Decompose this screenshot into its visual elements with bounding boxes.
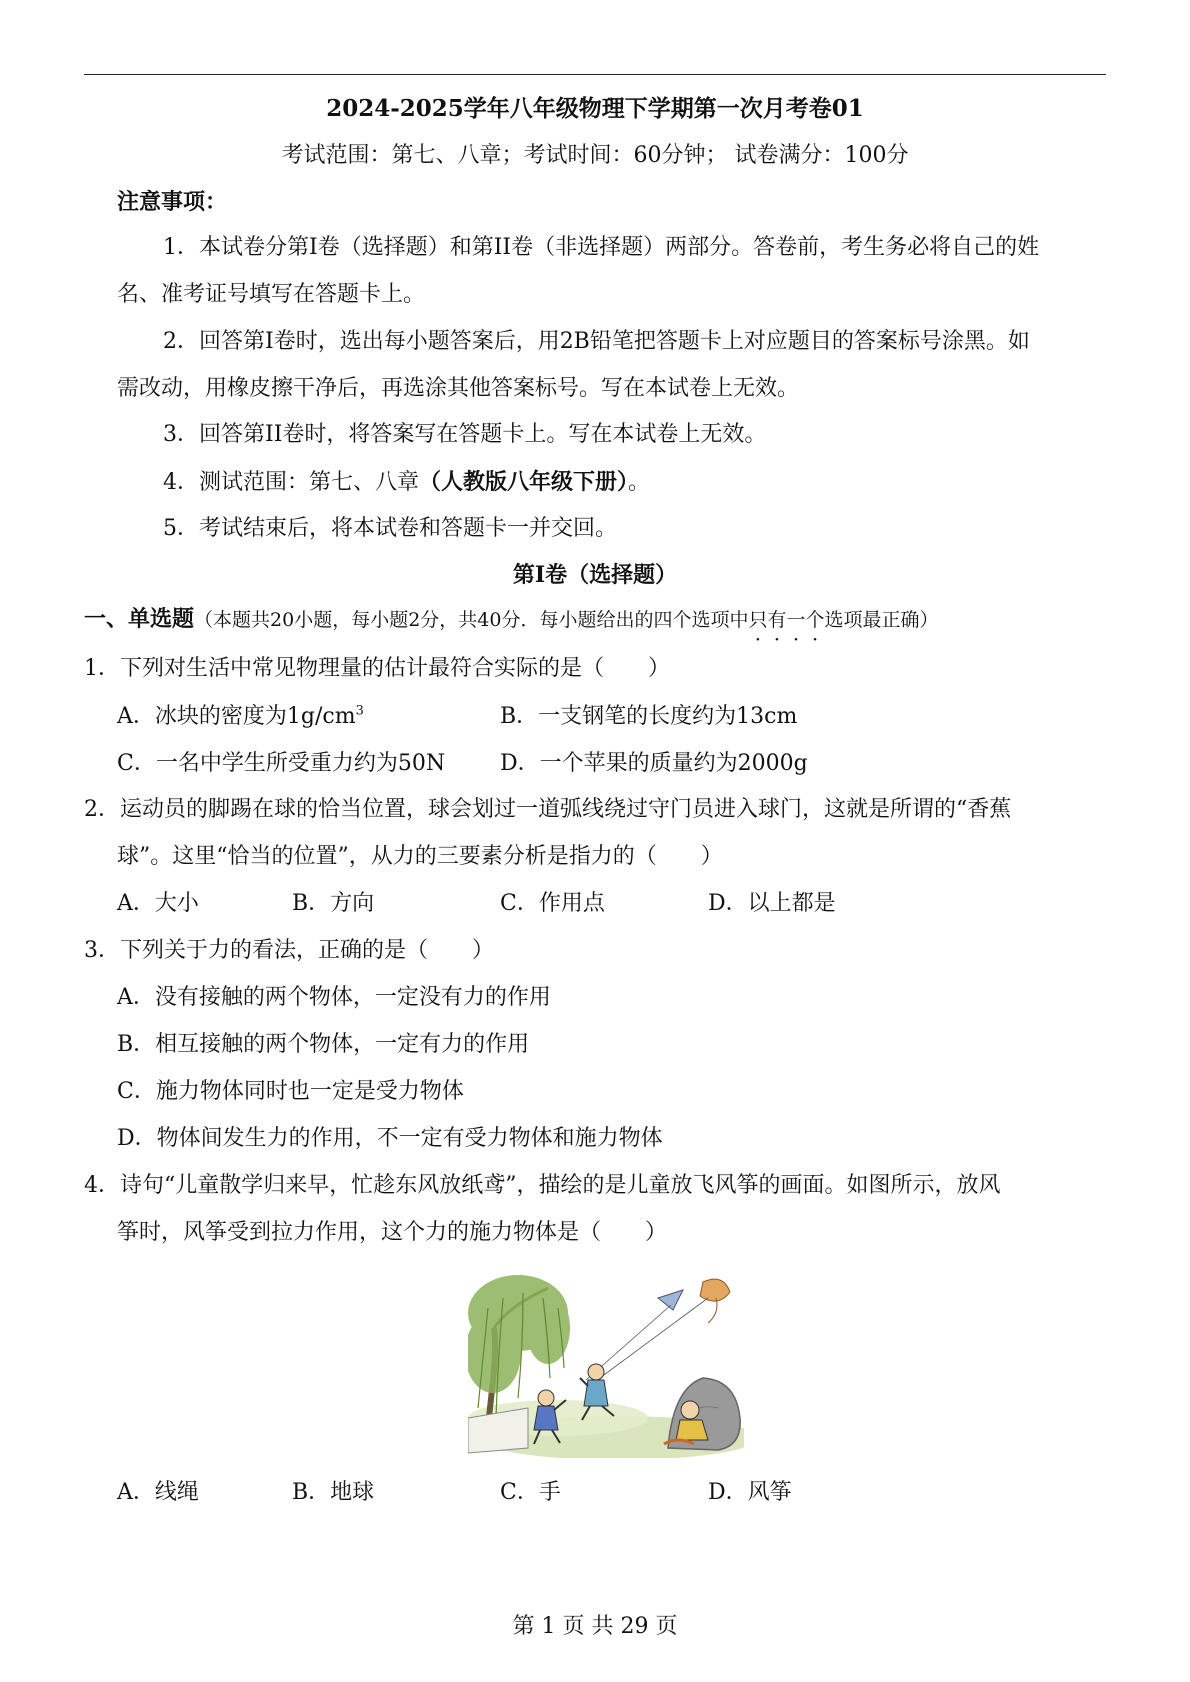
note-2-line-1: 2．回答第I卷时，选出每小题答案后，用2B铅笔把答题卡上对应题目的答案标号涂黑。如 (163, 329, 1030, 354)
part-desc: （本题共20小题，每小题2分，共40分．每小题给出的四个选项中 (194, 609, 749, 631)
question-1-option-c: C．一名中学生所受重力约为50N (117, 751, 446, 776)
exam-title: 2024-2025学年八年级物理下学期第一次月考卷01 (326, 95, 864, 122)
note-4-text: 4．测试范围：第七、八章 (163, 470, 419, 495)
kite-flying-illustration (468, 1268, 744, 1458)
question-3-stem: 3．下列关于力的看法，正确的是（ ） (84, 938, 494, 963)
question-4-option-d: D．风筝 (708, 1480, 792, 1505)
part-heading (84, 604, 939, 635)
question-4-option-b: B．地球 (292, 1480, 375, 1505)
notes-heading: 注意事项： (117, 189, 228, 215)
question-2-option-b: B．方向 (292, 891, 375, 916)
question-2-option-c: C．作用点 (500, 891, 605, 916)
note-1-line-2: 名、准考证号填写在答题卡上。 (117, 282, 426, 307)
question-1-option-a-superscript: 3 (355, 703, 364, 719)
note-4 (163, 467, 650, 498)
question-3-option-d: D．物体间发生力的作用，不一定有受力物体和施力物体 (117, 1126, 663, 1151)
section-title: 第I卷（选择题） (512, 562, 678, 588)
question-2-option-d: D．以上都是 (708, 891, 836, 916)
question-1-option-b: B．一支钢笔的长度约为13cm (500, 704, 798, 729)
part-label: 一、单选题 (84, 606, 195, 632)
note-1-line-1: 1．本试卷分第I卷（选择题）和第II卷（非选择题）两部分。答卷前，考生务必将自己的姓 (163, 235, 1040, 260)
question-1-option-a-text: A．冰块的密度为1g/cm (117, 704, 356, 729)
question-4-option-a: A．线绳 (117, 1480, 199, 1505)
question-1-option-a (117, 702, 364, 732)
emphasis-char-1: 只 (748, 609, 768, 631)
part-desc-end: 选项最正确） (824, 609, 939, 631)
question-3-option-a: A．没有接触的两个物体，一定没有力的作用 (117, 985, 551, 1010)
question-3-option-b: B．相互接触的两个物体，一定有力的作用 (117, 1032, 530, 1057)
emphasis-char-4: 个 (805, 609, 825, 631)
emphasis-char-3: 一 (786, 609, 806, 631)
question-1-option-d: D．一个苹果的质量约为2000g (500, 751, 808, 776)
note-4-end: 。 (628, 470, 651, 495)
note-4-bold: （人教版八年级下册） (419, 469, 629, 495)
exam-info: 考试范围：第七、八章；考试时间：60分钟； 试卷满分：100分 (281, 143, 909, 168)
note-2-line-2: 需改动，用橡皮擦干净后，再选涂其他答案标号。写在本试卷上无效。 (117, 376, 800, 401)
question-2-stem-line-1: 2．运动员的脚踢在球的恰当位置，球会划过一道弧线绕过守门员进入球门，这就是所谓的“香蕉 (84, 797, 1012, 822)
question-2-stem-line-2: 球”。这里“恰当的位置”，从力的三要素分析是指力的（ ） (117, 844, 723, 869)
question-1-stem: 1．下列对生活中常见物理量的估计最符合实际的是（ ） (84, 656, 670, 681)
question-4-stem-line-1: 4．诗句“儿童散学归来早，忙趁东风放纸鸢”，描绘的是儿童放飞风筝的画面。如图所示，放风 (84, 1173, 1001, 1198)
note-5: 5．考试结束后，将本试卷和答题卡一并交回。 (163, 516, 617, 541)
page-number: 第 1 页 共 29 页 (512, 1614, 678, 1639)
question-3-option-c: C．施力物体同时也一定是受力物体 (117, 1079, 464, 1104)
question-4-option-c: C．手 (500, 1480, 561, 1505)
note-3: 3．回答第II卷时，将答案写在答题卡上。写在本试卷上无效。 (163, 422, 767, 447)
header-rule (84, 74, 1106, 75)
emphasis-char-2: 有 (767, 609, 787, 631)
question-4-stem-line-2: 筝时，风筝受到拉力作用，这个力的施力物体是（ ） (117, 1220, 668, 1245)
question-2-option-a: A．大小 (117, 891, 199, 916)
